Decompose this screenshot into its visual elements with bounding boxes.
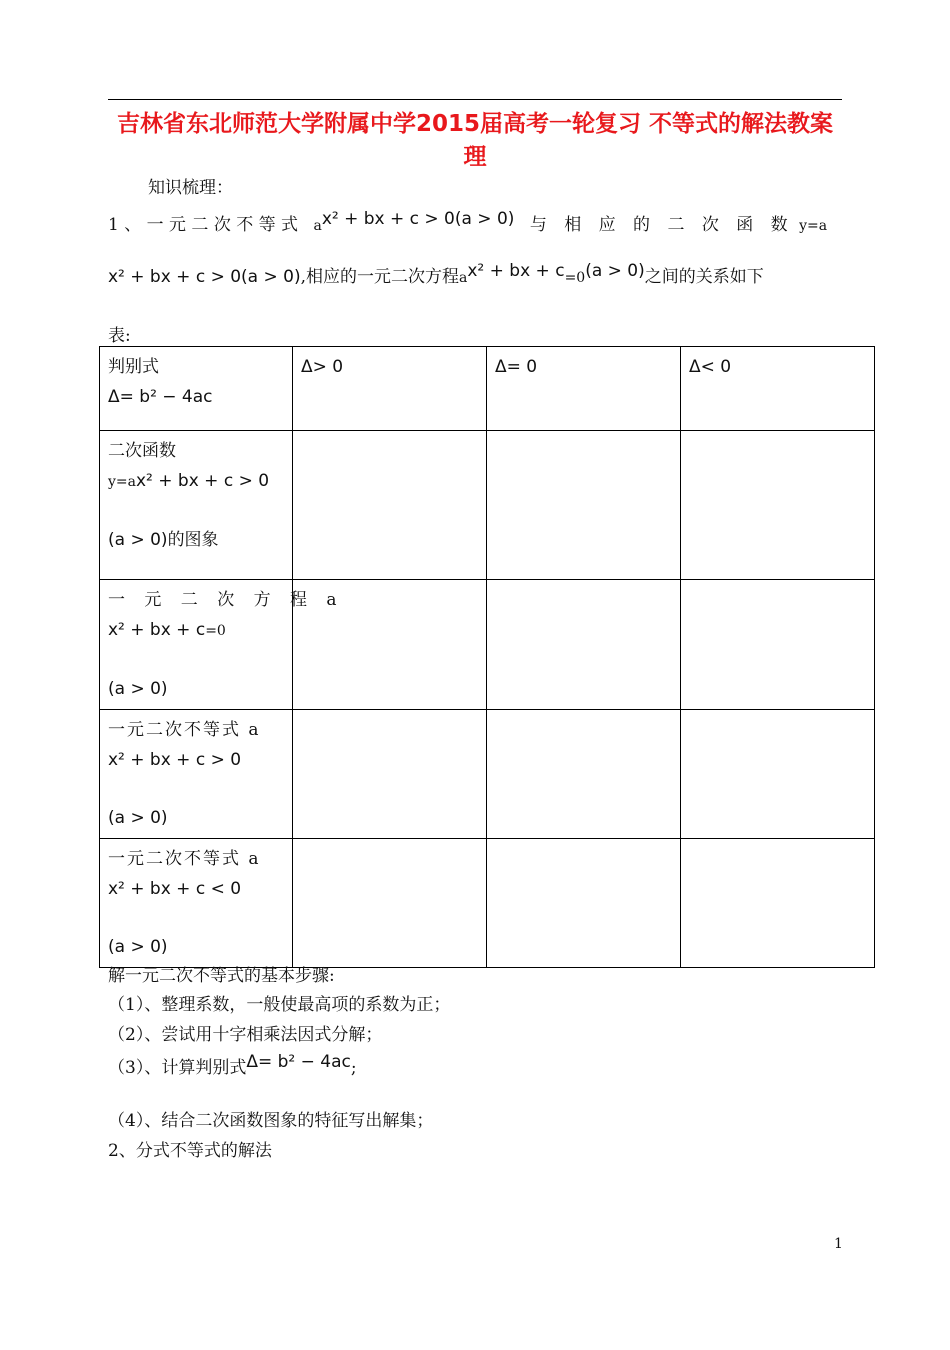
- intro-text-2: ,相应的一元二次方程: [300, 267, 460, 287]
- row-label-quadratic-function: 二次函数 y=ax² + bx + c > 0 (a > 0)的图象: [100, 431, 293, 580]
- table-cell: [487, 580, 681, 710]
- header-positive: Δ> 0: [293, 347, 487, 431]
- table-row: [100, 710, 875, 839]
- header-rule: [108, 99, 842, 100]
- relationship-table: [99, 346, 875, 968]
- table-cell: [293, 710, 487, 839]
- header-negative: Δ< 0: [681, 347, 875, 431]
- intro-text-end: y=a: [799, 218, 828, 234]
- row-label-quadratic-equation: 一 元 二 次 方 程 a x² + bx + c=0 (a > 0): [100, 580, 293, 710]
- row-label-inequality-lt: 一元二次不等式 a x² + bx + c < 0 (a > 0): [100, 839, 293, 968]
- intro-line-2: [108, 262, 764, 287]
- step-1: （1）、整理系数，一般使最高项的系数为正；: [108, 995, 451, 1015]
- intro-text-mid: 与 相 应 的 二 次 函 数: [529, 215, 794, 235]
- table-cell: [681, 710, 875, 839]
- table-row: [100, 580, 875, 710]
- page-number: 1: [834, 1236, 843, 1252]
- inequality-expr: x² + bx + c > 0(a > 0): [321, 209, 515, 229]
- steps-heading: 解一元二次不等式的基本步骤:: [108, 966, 335, 986]
- row-label-inequality-gt: 一元二次不等式 a x² + bx + c > 0 (a > 0): [100, 710, 293, 839]
- discriminant-label-cell: [100, 347, 293, 431]
- intro-text-start: 1 、 一 元 二 次 不 等 式: [108, 215, 299, 235]
- table-cell: [681, 839, 875, 968]
- header-zero: Δ= 0: [487, 347, 681, 431]
- solution-steps: [108, 962, 450, 1166]
- step-4: （4）、结合二次函数图象的特征写出解集；: [108, 1111, 434, 1131]
- table-header-row: [100, 347, 875, 431]
- step-3-formula: Δ= b² − 4ac: [246, 1052, 351, 1072]
- table-cell: [293, 839, 487, 968]
- intro-line-1: [108, 210, 827, 235]
- function-expr: x² + bx + c > 0(a > 0): [108, 267, 301, 287]
- coef-a-2: a: [459, 270, 468, 286]
- section-heading: 知识梳理：: [148, 178, 233, 198]
- table-cell: [487, 839, 681, 968]
- step-3: （3）、计算判别式Δ= b² − 4ac;: [108, 1052, 357, 1078]
- table-row: [100, 431, 875, 580]
- discriminant-label: 判别式: [108, 357, 159, 377]
- next-section-heading: 2、分式不等式的解法: [108, 1141, 272, 1161]
- intro-line-3: 表:: [108, 326, 131, 346]
- equation-condition: (a > 0): [585, 261, 645, 281]
- equation-expr: x² + bx + c: [467, 261, 565, 281]
- intro-text-2-end: 之间的关系如下: [644, 267, 764, 287]
- table-cell: [681, 580, 875, 710]
- table-cell: [487, 710, 681, 839]
- table-cell: [293, 431, 487, 580]
- step-2: （2）、尝试用十字相乘法因式分解；: [108, 1025, 383, 1045]
- equals-zero: =0: [564, 270, 586, 286]
- table-row: [100, 839, 875, 968]
- discriminant-formula: Δ= b² − 4ac: [108, 387, 213, 407]
- table-cell: [487, 431, 681, 580]
- document-title: 吉林省东北师范大学附属中学2015届高考一轮复习 不等式的解法教案 理: [116, 111, 834, 170]
- table-cell: [681, 431, 875, 580]
- coef-a: a: [313, 218, 322, 234]
